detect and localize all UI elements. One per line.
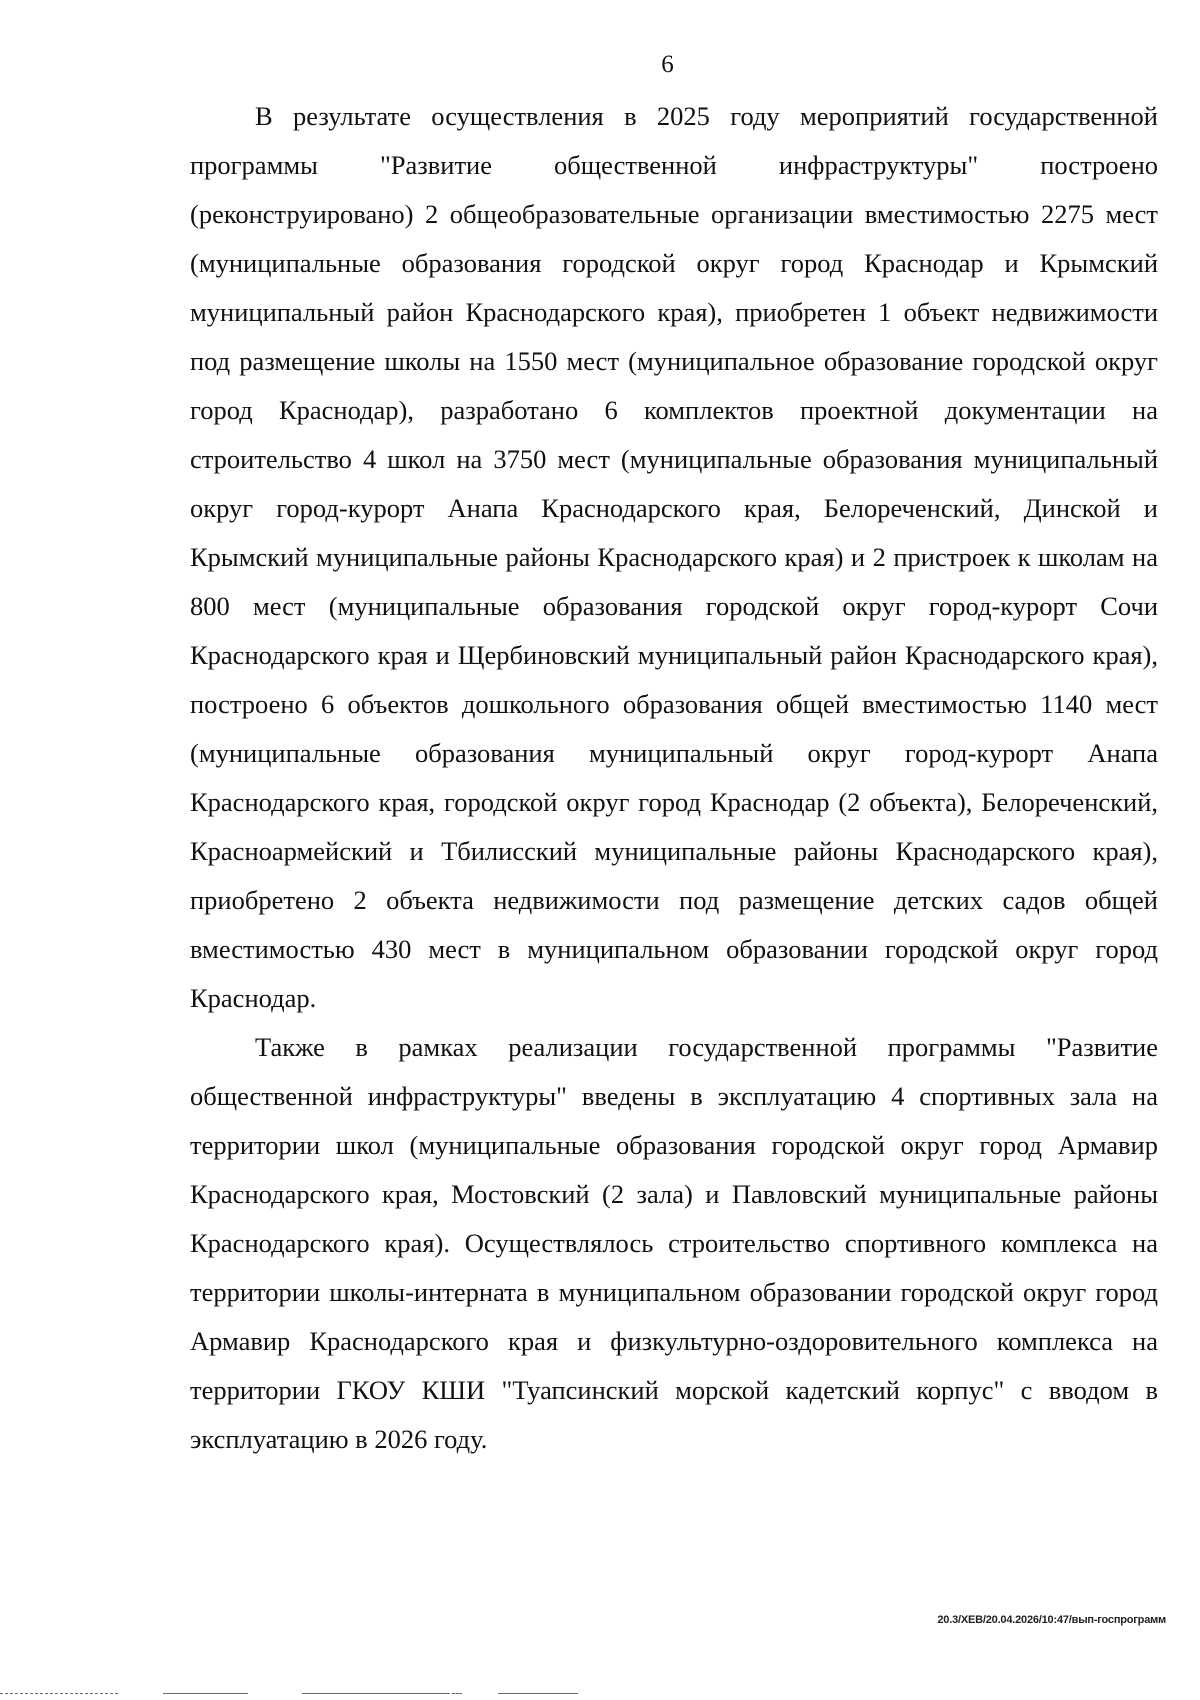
scan-artifact-line xyxy=(163,1693,248,1694)
page-number: 6 xyxy=(661,51,674,78)
paragraph-construction-results: В результате осуществления в 2025 году мероприятий государственной программы "Развитие общественной инфраструктуры" построено (реконструировано) 2 общеобразовательные организации вместимостью 2275 мест (муниципальные образования городской округ город Краснодар и Крымский муниципальный район Краснодарского края), приобретен 1 объект недвижимости под размещение школы на 1550 мест (муниципальное образование городской округ город Краснодар), разработано 6 комплектов проектной документации на строительство 4 школ на 3750 мест (муниципальные образования муниципальный округ город-курорт Анапа Краснодарского края, Белореченский, Динской и Крымский муниципальные районы Краснодарского края) и 2 пристроек к школам на 800 мест (муниципальные образования городской округ город-курорт Сочи Краснодарского края и Щербиновский муниципальный район Краснодарского края), построено 6 объектов дошкольного образования общей вместимостью 1140 мест (муниципальные образования муниципальный округ город-курорт Анапа Краснодарского края, городской округ город Краснодар (2 объекта), Белореченский, Красноармейский и Тбилисский муниципальные районы Краснодарского края), приобретено 2 объекта недвижимости под размещение детских садов общей вместимостью 430 мест в муниципальном образовании городской округ город Краснодар. xyxy=(190,101,1158,1013)
scan-artifact-line xyxy=(0,1693,118,1694)
scan-artifact-line xyxy=(302,1693,450,1694)
scan-artifact-line xyxy=(452,1693,462,1694)
footer-document-code: 20.3/ХЕВ/20.04.2026/10:47/вып-госпрограмм xyxy=(937,1614,1166,1626)
paragraph-sports-facilities: Также в рамках реализации государственной программы "Развитие общественной инфраструктуры" введены в эксплуатацию 4 спортивных зала на территории школ (муниципальные образования городской округ город Армавир Краснодарского края, Мостовский (2 зала) и Павловский муниципальные районы Краснодарского края). Осуществлялось строительство спортивного комплекса на территории школы-интерната в муниципальном образовании городской округ город Армавир Краснодарского края и физкультурно-оздоровительного комплекса на территории ГКОУ КШИ "Туапсинский морской кадетский корпус" с вводом в эксплуатацию в 2026 году. xyxy=(190,1032,1158,1454)
document-body xyxy=(190,92,1158,1464)
scan-artifact-line xyxy=(498,1693,578,1694)
